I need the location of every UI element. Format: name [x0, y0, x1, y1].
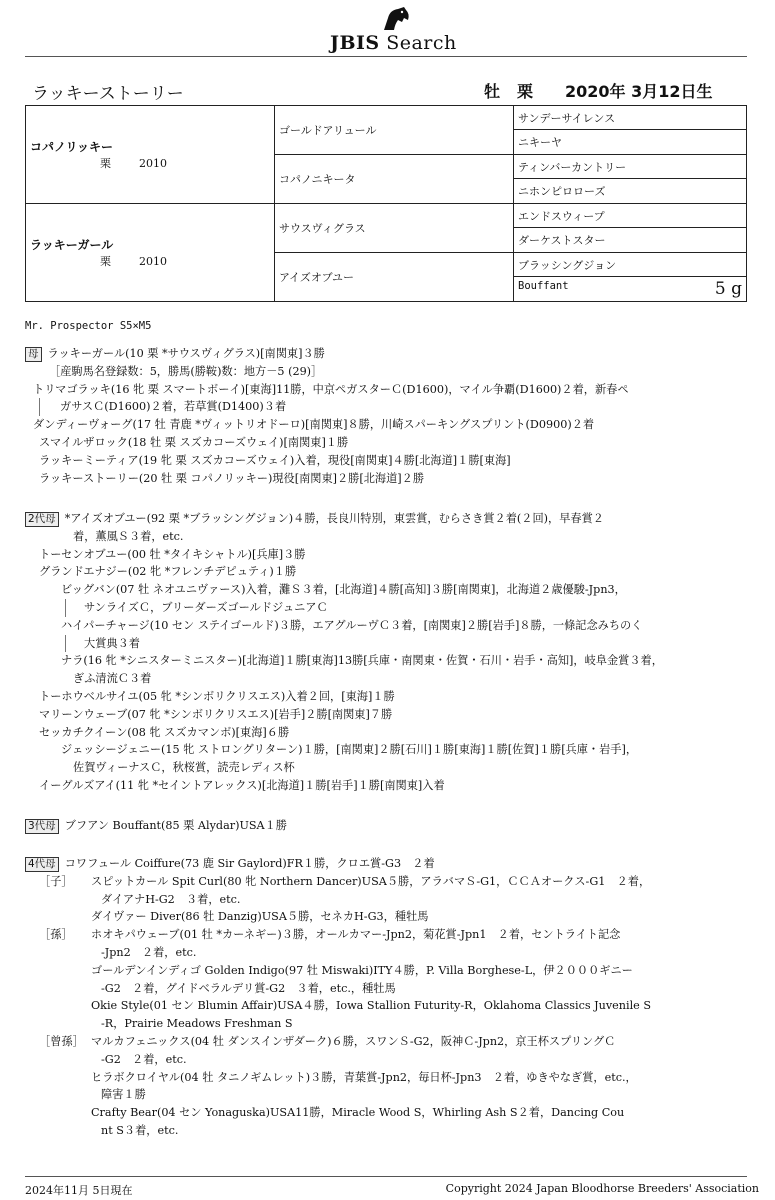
horse-name: ラッキーストーリー — [32, 84, 184, 104]
record-line: ビッグバン(07 牡 ネオユニヴァース)入着，灘Ｓ３着，[北海道]４勝[高知]３勝[南関東]，北海道２歳優駿-Jpn3， — [61, 583, 626, 597]
record-line: 佐賀ヴィーナスＣ，秋桜賞，読売レディス杯 — [73, 761, 295, 775]
copyright: Copyright 2024 Japan Bloodhorse Breeders' Association — [445, 1182, 759, 1195]
record-line: ［曾孫］ マルカフェニックス(04 牡 ダンスインザダーク)６勝，スワンＳ-G2，阪神Ｃ-Jpn2，京王杯スプリングＣ — [39, 1034, 616, 1048]
record-line: ゴールデンインディゴ Golden Indigo(97 牡 Miswaki)ITY４勝，P. Villa Borghese-L，伊２０００ギニー — [91, 963, 633, 977]
record-line: -G2 ２着，グイドベラルデリ賞-G2 ３着，etc.，種牡馬 — [101, 981, 396, 995]
record-line: スマイルザロック(18 牡 栗 スズカコーズウェイ)[南関東]１勝 — [39, 435, 349, 449]
record-line: ［産駒馬名登録数：5，勝馬(勝鞍)数：地方－5 (29)］ — [49, 364, 323, 378]
section-badge: 3代母 — [25, 819, 59, 834]
record-line: マリーンウェーブ(07 牝 *シンボリクリスエス)[岩手]２勝[南関東]７勝 — [39, 707, 393, 721]
second-dam-section — [25, 510, 765, 795]
horse-color: 栗 — [517, 82, 534, 101]
record-line: ガサスＣ(D1600)２着，若草賞(D1400)３着 — [39, 398, 765, 416]
record-line: トリマゴラッキ(16 牝 栗 スマートボーイ)[東海]11勝，中京ペガスターＣ(D1600)，マイル争覇(D1600)２着，新春ペ — [33, 382, 629, 396]
record-line: ラッキーミーティア(19 牝 栗 スズカコーズウェイ)入着，現役[南関東]４勝[北海道]１勝[東海] — [39, 453, 511, 467]
record-line: 着，薫風Ｓ３着，etc. — [73, 529, 184, 543]
record-line: ジェッシージェニー(15 牝 ストロングリターン)１勝，[南関東]２勝[石川]１勝[東海]１勝[佐賀]１勝[兵庫・岩手]， — [61, 743, 638, 757]
record-line: 2代母 *アイズオブユー(92 栗 *ブラッシングジョン)４勝，長良川特別，東雲賞，むらさき賞２着(２回)，早春賞２ — [25, 510, 765, 528]
footer — [25, 1176, 759, 1197]
third-dam-section — [25, 817, 765, 835]
record-line: Crafty Bear(04 セン Yonaguska)USA11勝，Miracle Wood S，Whirling Ash S２着，Dancing Cou — [91, 1106, 625, 1120]
dd-sire-cell[interactable]: ブラッシングジョン — [514, 253, 747, 277]
ss-sire-cell[interactable]: サンデーサイレンス — [514, 106, 747, 130]
section-badge: 2代母 — [25, 512, 59, 527]
record-line: nt S３着，etc. — [101, 1123, 179, 1137]
record-line: -R，Prairie Meadows Freshman S — [101, 1017, 293, 1031]
record-line: ヒラボクロイヤル(04 牡 タニノギムレット)３勝，青葉賞-Jpn2，毎日杯-Jpn3 ２着，ゆきやなぎ賞，etc.， — [91, 1070, 637, 1084]
record-line: 4代母 コワフュール Coiffure(73 鹿 Sir Gaylord)FR１勝，クロエ賞-G3 ２着 — [25, 855, 765, 873]
dam-name[interactable]: ラッキーガール — [30, 238, 114, 252]
record-line: 障害１勝 — [101, 1088, 146, 1102]
record-line: Okie Style(01 セン Blumin Affair)USA４勝，Iowa Stallion Futurity-R，Oklahoma Classics Juvenile S — [91, 999, 652, 1013]
fourth-dam-section — [25, 855, 765, 1140]
sire-dam-cell[interactable]: コパノニキータ — [275, 155, 514, 204]
inbreeding-note: Mr. Prospector S5×M5 — [25, 320, 152, 332]
dam-section — [25, 345, 765, 487]
dam-cell: ラッキーガール 栗 2010 — [26, 204, 275, 302]
horse-head-icon — [378, 6, 412, 32]
sd-sire-cell[interactable]: ティンバーカントリー — [514, 155, 747, 179]
record-line: ダイヴァー Diver(86 牡 Danzig)USA５勝，セネカH-G3，種牡馬 — [91, 910, 429, 924]
header-divider — [25, 56, 747, 57]
pedigree-table — [25, 105, 747, 302]
sire-cell: コパノリッキー 栗 2010 — [26, 106, 275, 204]
as-of-date: 2024年11月 5日現在 — [25, 1184, 133, 1197]
section-badge: 4代母 — [25, 857, 59, 872]
record-line: セッカチクイーン(08 牝 スズカマンボ)[東海]６勝 — [39, 725, 290, 739]
record-line: グランドエナジー(02 牝 *フレンチデピュティ)１勝 — [39, 565, 297, 579]
record-line: トーセンオブユー(00 牡 *タイキシャトル)[兵庫]３勝 — [39, 547, 306, 561]
record-line: ラッキーストーリー(20 牡 栗 コパノリッキー)現役[南関東]２勝[北海道]２勝 — [39, 471, 425, 485]
sire-sire-cell[interactable]: ゴールドアリュール — [275, 106, 514, 155]
record-line: ナラ(16 牝 *シニスターミニスター)[北海道]１勝[東海]13勝[兵庫・南関東・佐賀・石川・岩手・高知]，岐阜金賞３着， — [61, 654, 663, 668]
record-line: ダイアナH-G2 ３着，etc. — [101, 892, 241, 906]
dam-sire-cell[interactable]: サウスヴィグラス — [275, 204, 514, 253]
record-line: ハイパーチャージ(10 セン ステイゴールド)３勝，エアグルーヴＣ３着，[南関東]２勝[岩手]８勝，一條記念みちのく — [61, 618, 643, 632]
section-badge: 母 — [25, 347, 42, 362]
dd-dam-cell[interactable]: Bouffant 5 g — [514, 277, 747, 302]
record-line: サンライズＣ，ブリーダーズゴールドジュニアＣ — [65, 599, 765, 617]
record-line: イーグルズアイ(11 牝 *セイントアレックス)[北海道]１勝[岩手]１勝[南関東]入着 — [39, 778, 445, 792]
record-line: 3代母 ブフアン Bouffant(85 栗 Alydar)USA１勝 — [25, 817, 765, 835]
record-line: 大賞典３着 — [65, 635, 765, 653]
horse-sex: 牡 — [484, 82, 501, 101]
horse-birthdate: 2020年 3月12日生 — [565, 82, 713, 101]
record-line: 母 ラッキーガール(10 栗 *サウスヴィグラス)[南関東]３勝 — [25, 345, 765, 363]
logo-text: JBIS Search — [330, 32, 457, 54]
record-line: ぎふ清流Ｃ３着 — [73, 672, 152, 686]
sire-name[interactable]: コパノリッキー — [30, 140, 114, 154]
record-line: -G2 ２着，etc. — [101, 1052, 187, 1066]
generation-label: 5 g — [714, 279, 742, 299]
horse-header — [32, 79, 747, 104]
record-line: ダンディーヴォーグ(17 牡 青鹿 *ヴィットリオドーロ)[南関東]８勝，川崎スパーキングスプリント(D0900)２着 — [33, 418, 595, 432]
ss-dam-cell[interactable]: ニキーヤ — [514, 130, 747, 155]
dam-dam-cell[interactable]: アイズオブユー — [275, 253, 514, 302]
ds-sire-cell[interactable]: エンドスウィープ — [514, 204, 747, 228]
record-line: ［孫］ ホオキパウェーブ(01 牡 *カーネギー)３勝，オールカマー-Jpn2，菊花賞-Jpn1 ２着，セントライト記念 — [39, 928, 621, 942]
record-line: ［子］ スピットカール Spit Curl(80 牝 Northern Dancer)USA５勝，アラバマＳ-G1，ＣＣＡオークス-G1 ２着， — [39, 874, 651, 888]
record-line: -Jpn2 ２着，etc. — [101, 945, 197, 959]
record-line: トーホウベルサイユ(05 牝 *シンボリクリスエス)入着２回，[東海]１勝 — [39, 689, 395, 703]
ds-dam-cell[interactable]: ダーケストスター — [514, 228, 747, 253]
sd-dam-cell[interactable]: ニホンピロローズ — [514, 179, 747, 204]
